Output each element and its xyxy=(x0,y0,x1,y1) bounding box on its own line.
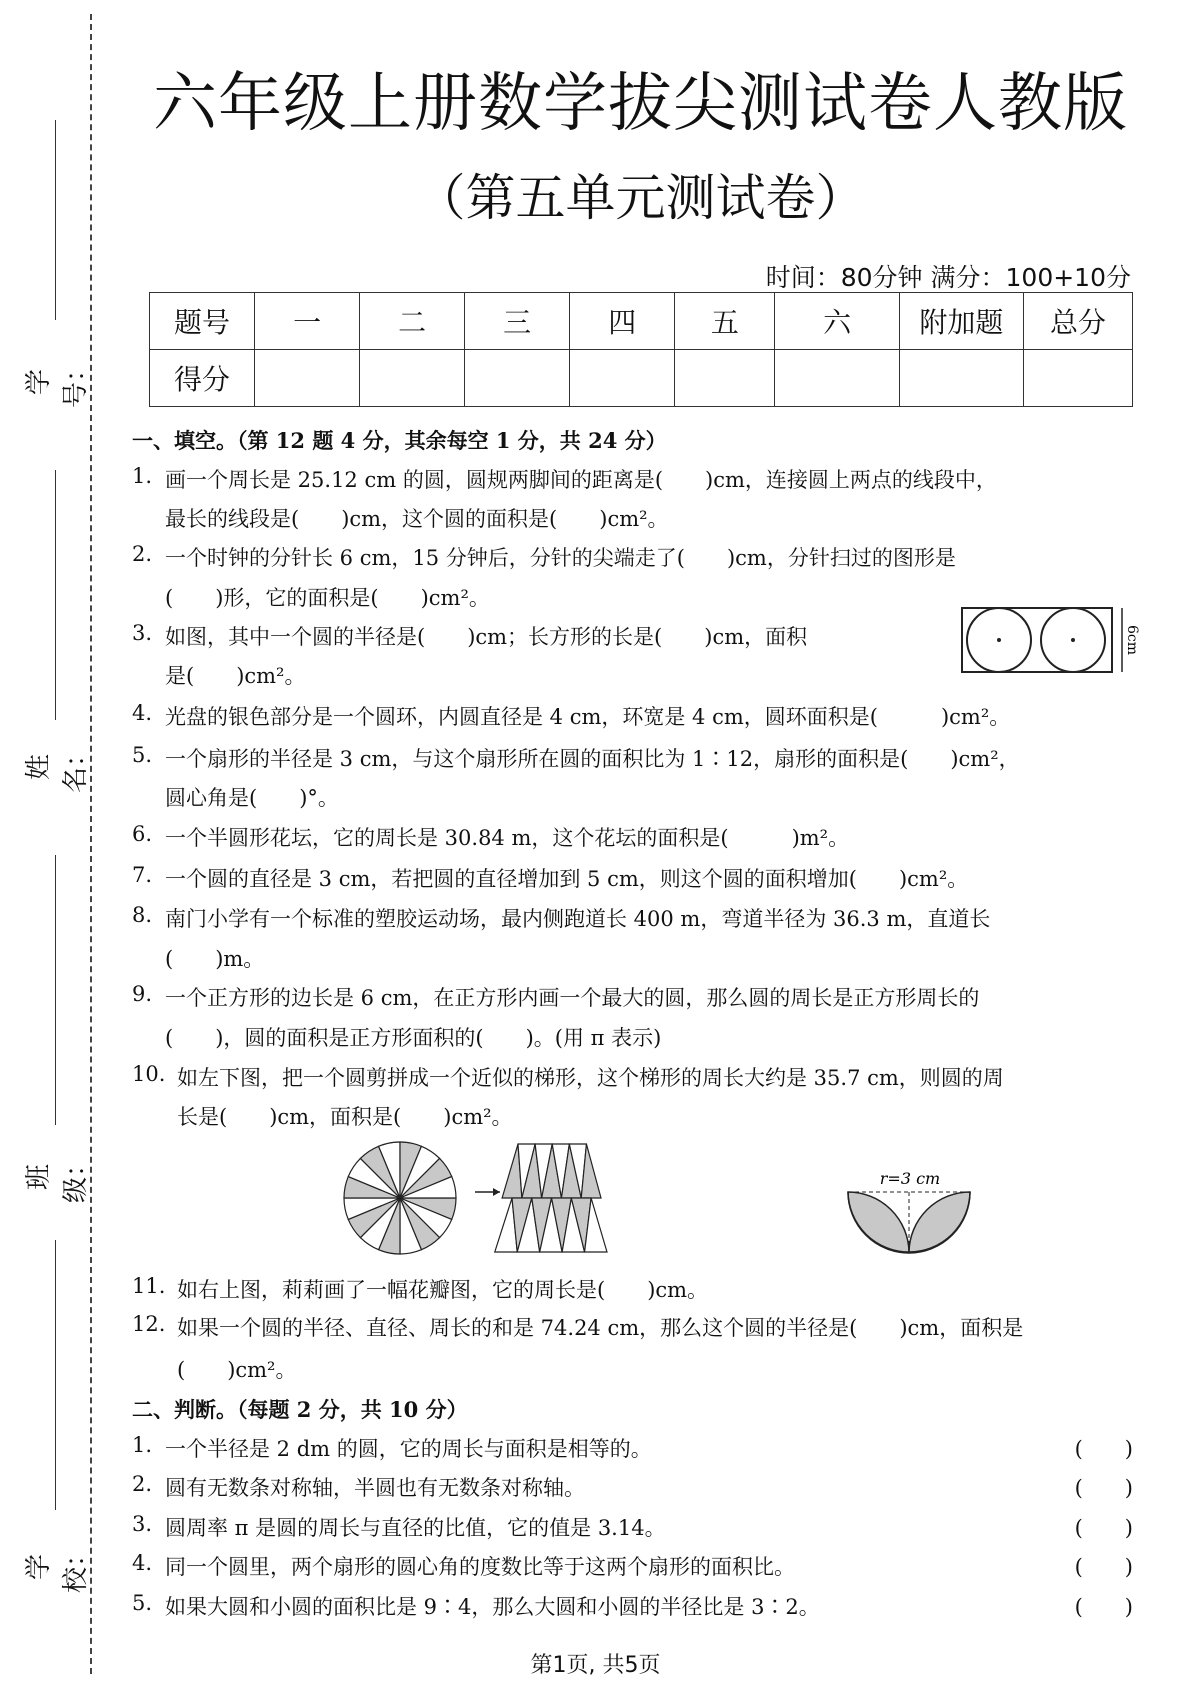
score-cell[interactable] xyxy=(675,350,775,407)
judge-number: 5. xyxy=(132,1591,153,1615)
score-cell[interactable] xyxy=(570,350,675,407)
question-number: 11. xyxy=(132,1274,166,1298)
question-number: 3. xyxy=(132,621,153,645)
question-line: 一个扇形的半径是 3 cm，与这个扇形所在圆的面积比为 1∶12，扇形的面积是( )cm²， xyxy=(165,747,1020,771)
score-header-cell: 总分 xyxy=(1024,293,1133,350)
question-line: 一个圆的直径是 3 cm，若把圆的直径增加到 5 cm，则这个圆的面积增加( )cm²。 xyxy=(165,867,969,891)
score-header-cell: 四 xyxy=(570,293,675,350)
score-header-cell: 题号 xyxy=(150,293,255,350)
judge-number: 3. xyxy=(132,1512,153,1536)
score-header-row xyxy=(150,293,1133,350)
score-cell[interactable] xyxy=(465,350,570,407)
question-line: 画一个周长是 25.12 cm 的圆，圆规两脚间的距离是( )cm，连接圆上两点的线段中， xyxy=(165,468,997,492)
page-footer: 第1页, 共5页 xyxy=(530,1653,661,1678)
question-number: 4. xyxy=(132,701,153,725)
question-line: ( )，圆的面积是正方形面积的( )。(用 π 表示) xyxy=(165,1026,662,1050)
school-label: 学校： xyxy=(24,1541,91,1594)
question-line: 一个时钟的分针长 6 cm，15 分钟后，分针的尖端走了( )cm，分针扫过的图形是 xyxy=(165,546,956,570)
question-line: 圆心角是( )°。 xyxy=(165,786,339,810)
score-table xyxy=(149,292,1133,407)
score-row xyxy=(150,350,1133,407)
name-line xyxy=(55,470,56,720)
class-line xyxy=(55,855,56,1125)
name-label: 姓名： xyxy=(24,741,91,794)
question-line: 如果一个圆的半径、直径、周长的和是 74.24 cm，那么这个圆的半径是( )cm，面积是 xyxy=(177,1316,1024,1340)
question-line: 南门小学有一个标准的塑胶运动场，最内侧跑道长 400 m，弯道半径为 36.3 m，直道长 xyxy=(165,907,991,931)
question-line: 是( )cm²。 xyxy=(165,664,306,688)
judge-answer-blank[interactable]: ( ) xyxy=(1074,1555,1133,1579)
page-title: 六年级上册数学拔尖测试卷人教版 xyxy=(153,67,1128,141)
judge-answer-blank[interactable]: ( ) xyxy=(1074,1595,1133,1619)
question-line: ( )形，它的面积是( )cm²。 xyxy=(165,586,490,610)
question-number: 7. xyxy=(132,863,153,887)
school-line xyxy=(55,1240,56,1510)
score-header-cell: 一 xyxy=(255,293,360,350)
question-line: 如图，其中一个圆的半径是( )cm；长方形的长是( )cm，面积 xyxy=(165,625,808,649)
question-line: 最长的线段是( )cm，这个圆的面积是( )cm²。 xyxy=(165,507,669,531)
question-number: 8. xyxy=(132,903,153,927)
judge-question: 圆周率 π 是圆的周长与直径的比值，它的值是 3.14。 xyxy=(165,1516,666,1540)
question-line: 光盘的银色部分是一个圆环，内圆直径是 4 cm，环宽是 4 cm，圆环面积是( )cm²。 xyxy=(165,705,1011,729)
question-line: 如右上图，莉莉画了一幅花瓣图，它的周长是( )cm。 xyxy=(177,1278,709,1302)
score-cell[interactable] xyxy=(360,350,465,407)
score-header-cell: 六 xyxy=(775,293,899,350)
judge-answer-blank[interactable]: ( ) xyxy=(1074,1516,1133,1540)
question-number: 12. xyxy=(132,1312,166,1336)
question-line: 一个正方形的边长是 6 cm，在正方形内画一个最大的圆，那么圆的周长是正方形周长的 xyxy=(165,986,980,1010)
figure-petals xyxy=(840,1168,980,1258)
page-subtitle: （第五单元测试卷） xyxy=(415,169,866,227)
section1-heading: 一、填空。（第 12 题 4 分，其余每空 1 分，共 24 分） xyxy=(132,428,667,453)
question-line: ( )cm²。 xyxy=(177,1358,297,1382)
score-cell[interactable] xyxy=(1024,350,1133,407)
judge-question: 如果大圆和小圆的面积比是 9∶4，那么大圆和小圆的半径比是 3∶2。 xyxy=(165,1595,820,1619)
judge-number: 2. xyxy=(132,1472,153,1496)
judge-question: 圆有无数条对称轴，半圆也有无数条对称轴。 xyxy=(165,1476,585,1500)
question-number: 2. xyxy=(132,542,153,566)
time-info: 时间：80分钟 满分：100+10分 xyxy=(765,263,1131,292)
binding-dashed-line xyxy=(90,14,92,1674)
judge-number: 1. xyxy=(132,1433,153,1457)
score-header-cell: 附加题 xyxy=(899,293,1023,350)
class-label: 班级： xyxy=(24,1151,91,1204)
question-line: 如左下图，把一个圆剪拼成一个近似的梯形，这个梯形的周长大约是 35.7 cm，则圆的周 xyxy=(177,1066,1004,1090)
fig11-label: r=3 cm xyxy=(879,1169,941,1188)
question-line: 一个半圆形花坛，它的周长是 30.84 m，这个花坛的面积是( )m²。 xyxy=(165,826,850,850)
judge-question: 同一个圆里，两个扇形的圆心角的度数比等于这两个扇形的面积比。 xyxy=(165,1555,795,1579)
score-cell[interactable] xyxy=(899,350,1023,407)
question-line: ( )m。 xyxy=(165,947,265,971)
score-cell[interactable] xyxy=(775,350,899,407)
score-cell[interactable] xyxy=(255,350,360,407)
section2-heading: 二、判断。（每题 2 分，共 10 分） xyxy=(132,1397,468,1422)
question-number: 5. xyxy=(132,743,153,767)
question-number: 1. xyxy=(132,464,153,488)
question-line: 长是( )cm，面积是( )cm²。 xyxy=(177,1105,513,1129)
judge-number: 4. xyxy=(132,1551,153,1575)
score-header-cell: 三 xyxy=(465,293,570,350)
judge-question: 一个半径是 2 dm 的圆，它的周长与面积是相等的。 xyxy=(165,1437,652,1461)
question-number: 6. xyxy=(132,822,153,846)
judge-answer-blank[interactable]: ( ) xyxy=(1074,1476,1133,1500)
question-number: 9. xyxy=(132,982,153,1006)
score-header-cell: 二 xyxy=(360,293,465,350)
score-row-label: 得分 xyxy=(150,350,255,407)
fig3-label: 6cm xyxy=(1124,624,1140,656)
figure-circle-to-trapezoid xyxy=(340,1140,640,1260)
student-id-label: 学号： xyxy=(24,356,91,409)
judge-answer-blank[interactable]: ( ) xyxy=(1074,1437,1133,1461)
figure-two-circles xyxy=(960,604,1138,676)
score-header-cell: 五 xyxy=(675,293,775,350)
question-number: 10. xyxy=(132,1062,166,1086)
